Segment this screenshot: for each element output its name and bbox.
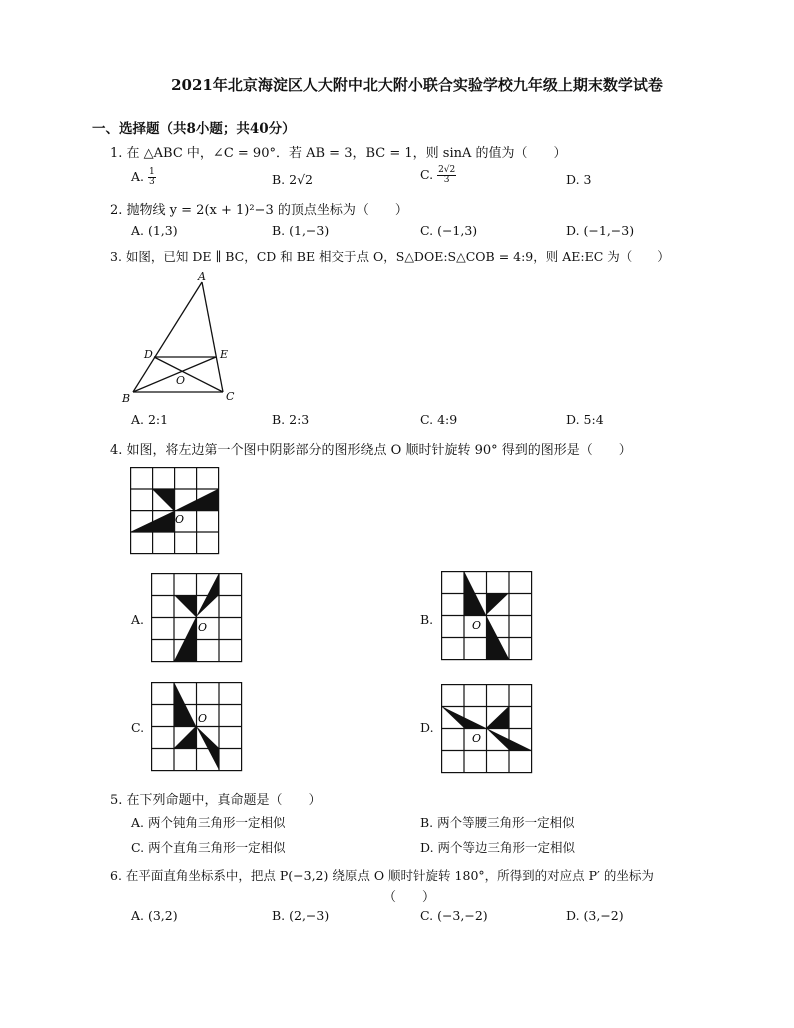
q4-option-d-label[interactable]: D.	[420, 720, 434, 735]
q4-a-point-o: O	[198, 621, 208, 634]
question-4-stem: 4. 如图，将左边第一个图中阴影部分的图形绕点 O 顺时针旋转 90° 得到的图形是（ ）	[110, 443, 632, 458]
q2-option-c[interactable]: C. (−1,3)	[420, 223, 478, 238]
q1-option-a[interactable]	[131, 168, 156, 187]
line-be	[133, 357, 216, 392]
q6-option-a[interactable]: A. (3,2)	[131, 908, 178, 923]
question-5-stem: 5. 在下列命题中，真命题是（ ）	[110, 793, 322, 808]
q1-option-c[interactable]	[420, 166, 456, 185]
q1-option-a-label: A.	[131, 169, 145, 184]
q1-option-b[interactable]: B. 2√2	[272, 172, 314, 187]
q5-option-b[interactable]: B. 两个等腰三角形一定相似	[420, 815, 575, 830]
line-dc	[154, 357, 223, 392]
q3-triangle-figure	[118, 268, 248, 408]
q1-c-denominator: 3	[443, 175, 450, 185]
section-heading: 一、选择题（共8小题；共40分）	[92, 121, 296, 137]
q1-option-a-fraction	[148, 168, 156, 187]
q1-option-c-label: C.	[420, 167, 434, 182]
q4-option-b-figure[interactable]	[441, 571, 533, 661]
question-3-stem: 3. 如图，已知 DE ∥ BC，CD 和 BE 相交于点 O，S△DOE:S△COB = 4:9，则 AE:EC 为（ ）	[110, 249, 670, 264]
q4-option-c-label[interactable]: C.	[131, 720, 145, 735]
label-a: A	[198, 270, 206, 283]
q5-option-a[interactable]: A. 两个钝角三角形一定相似	[131, 815, 286, 830]
q3-option-b[interactable]: B. 2:3	[272, 412, 310, 427]
label-d: D	[144, 348, 153, 361]
q6-option-d[interactable]: D. (3,−2)	[566, 908, 624, 923]
question-2-stem: 2. 抛物线 y = 2(x + 1)²−3 的顶点坐标为（ ）	[110, 203, 408, 218]
label-c: C	[226, 390, 235, 403]
q4-b-point-o: O	[472, 619, 482, 632]
label-e: E	[220, 348, 229, 361]
q6-answer-blank: （ ）	[383, 890, 436, 905]
q4-option-a-label[interactable]: A.	[131, 612, 145, 627]
q2-option-d[interactable]: D. (−1,−3)	[566, 223, 635, 238]
q4-point-o: O	[175, 513, 185, 526]
q6-option-b[interactable]: B. (2,−3)	[272, 908, 330, 923]
q5-option-c[interactable]: C. 两个直角三角形一定相似	[131, 840, 286, 855]
q4-original-grid-figure	[130, 467, 220, 555]
q2-option-a[interactable]: A. (1,3)	[131, 223, 178, 238]
q2-option-b[interactable]: B. (1,−3)	[272, 223, 330, 238]
q4-option-d-figure[interactable]	[441, 684, 533, 774]
q1-a-numerator: 1	[149, 167, 155, 177]
q3-option-c[interactable]: C. 4:9	[420, 412, 458, 427]
question-1-stem: 1. 在 △ABC 中，∠C = 90°．若 AB = 3，BC = 1，则 sinA 的值为（ ）	[110, 146, 567, 161]
page-title: 2021年北京海淀区人大附中北大附小联合实验学校九年级上期末数学试卷	[171, 76, 663, 94]
q5-option-d[interactable]: D. 两个等边三角形一定相似	[420, 840, 576, 855]
q6-option-c[interactable]: C. (−3,−2)	[420, 908, 488, 923]
q4-c-point-o: O	[198, 712, 208, 725]
q4-option-a-figure[interactable]	[151, 573, 243, 663]
line-ac	[202, 282, 223, 392]
q1-option-d[interactable]: D. 3	[566, 172, 592, 187]
q1-c-numerator: 2√2	[438, 165, 456, 175]
label-b: B	[122, 392, 131, 405]
q4-option-c-figure[interactable]	[151, 682, 243, 772]
q4-d-point-o: O	[472, 732, 482, 745]
q4-option-b-label[interactable]: B.	[420, 612, 434, 627]
label-o: O	[176, 374, 186, 387]
q3-option-a[interactable]: A. 2:1	[131, 412, 169, 427]
q3-option-d[interactable]: D. 5:4	[566, 412, 604, 427]
q1-a-denominator: 3	[149, 177, 155, 187]
question-6-stem: 6. 在平面直角坐标系中，把点 P(−3,2) 绕原点 O 顺时针旋转 180°，所得到的对应点 P′ 的坐标为	[110, 868, 654, 883]
q1-option-c-fraction	[437, 166, 456, 185]
